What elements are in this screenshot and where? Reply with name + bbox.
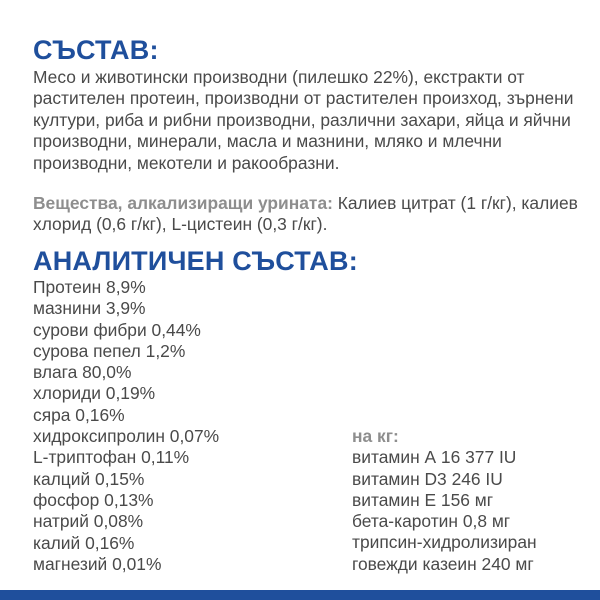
list-item: витамин А 16 377 IU bbox=[352, 447, 517, 468]
list-item: фосфор 0,13% bbox=[33, 489, 154, 510]
list-item: натрий 0,08% bbox=[33, 511, 144, 532]
vitamins-header: на кг: bbox=[352, 426, 399, 446]
list-item: магнезий 0,01% bbox=[33, 553, 162, 574]
list-item: сяра 0,16% bbox=[33, 404, 125, 425]
list-item: хлориди 0,19% bbox=[33, 383, 156, 404]
list-item: витамин D3 246 IU bbox=[352, 468, 503, 489]
composition-text: Месо и животински производни (пилешко 22%), екстракти от растителен протеин, производни от растителен произход, зърнени култури, риба и рибни производни, различни захари, яйца и яйчни производни, минерали, масла и мазнини, мляко и млечни производни, мекотели и ракообразни. bbox=[33, 67, 574, 173]
list-item: сурови фибри 0,44% bbox=[33, 319, 201, 340]
list-item: витамин Е 156 мг bbox=[352, 489, 494, 510]
list-item: говежди казеин 240 мг bbox=[352, 553, 534, 574]
list-item: влага 80,0% bbox=[33, 362, 132, 383]
vitamins-list bbox=[352, 426, 597, 575]
additives-paragraph bbox=[33, 193, 593, 236]
bottom-bar bbox=[0, 590, 600, 600]
analytical-title: АНАЛИТИЧЕН СЪСТАВ: bbox=[33, 246, 358, 276]
composition-title: СЪСТАВ: bbox=[33, 35, 159, 65]
list-item: L-триптофан 0,11% bbox=[33, 447, 190, 468]
list-item: сурова пепел 1,2% bbox=[33, 340, 186, 361]
list-item: бета-каротин 0,8 мг bbox=[352, 511, 511, 532]
list-item: калций 0,15% bbox=[33, 468, 145, 489]
additives-label: Вещества, алкализиращи урината: bbox=[33, 193, 333, 213]
list-item: трипсин-хидролизиран bbox=[352, 532, 537, 553]
list-item: калий 0,16% bbox=[33, 532, 135, 553]
additives-text: Калиев цитрат (1 г/кг), калиев хлорид (0,6 г/кг), L-цистеин (0,3 г/кг). bbox=[33, 193, 578, 235]
list-item: хидроксипролин 0,07% bbox=[33, 426, 220, 447]
list-item: Протеин 8,9% bbox=[33, 277, 146, 297]
list-item: мазнини 3,9% bbox=[33, 298, 146, 319]
analytical-list bbox=[33, 277, 343, 575]
